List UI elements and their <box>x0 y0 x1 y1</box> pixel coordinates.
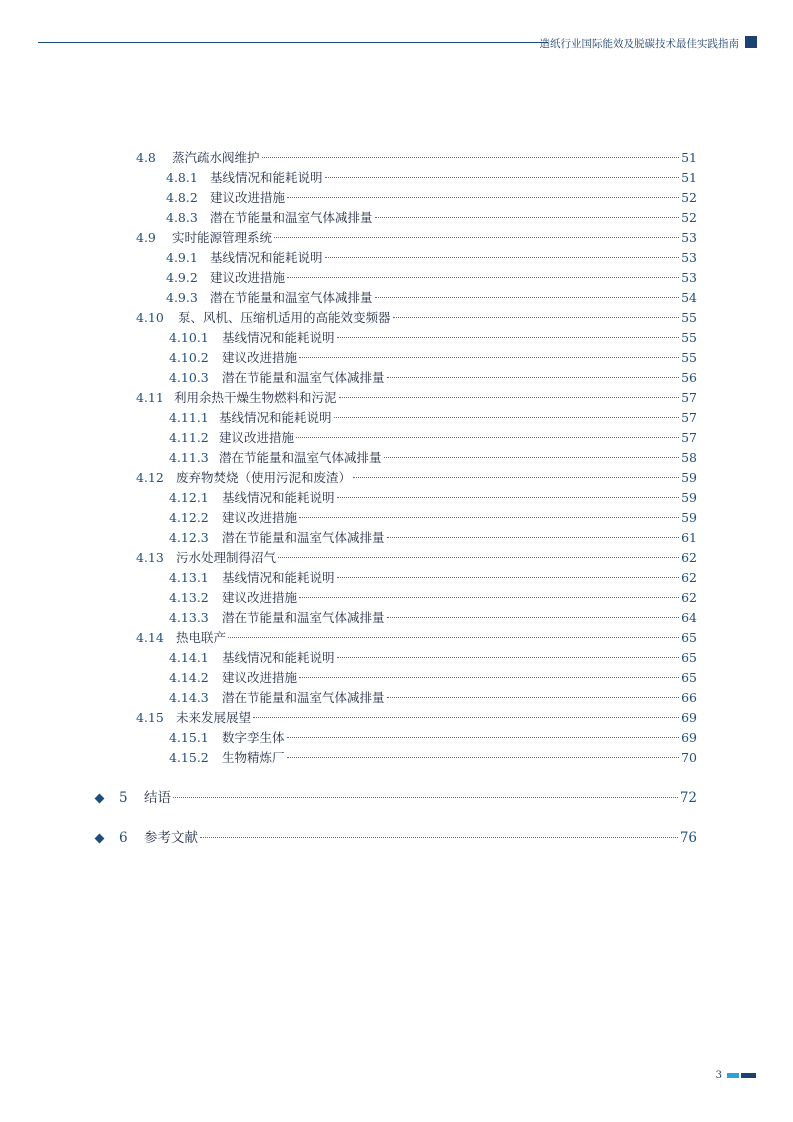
toc-leader <box>287 757 680 758</box>
toc-leader <box>287 277 679 278</box>
toc-leader <box>387 617 680 618</box>
toc-entry-page: 59 <box>681 510 697 525</box>
toc-entry-page: 70 <box>681 750 697 765</box>
header-title: 造纸行业国际能效及脱碳技术最佳实践指南 <box>539 38 739 50</box>
toc-entry-title: 蒸汽疏水阀维护 <box>172 150 260 165</box>
toc-entry-number: 4.13.3 <box>169 610 209 625</box>
toc-leader <box>393 317 680 318</box>
toc-entry-title: 利用余热干燥生物燃料和污泥 <box>174 390 337 405</box>
toc-entry-title: 潜在节能量和温室气体减排量 <box>219 450 382 465</box>
toc-leader <box>262 157 680 158</box>
toc-chapter-title: 结语 <box>144 790 171 806</box>
toc-entry-title: 建议改进措施 <box>219 430 295 445</box>
toc-entry-number: 4.12.2 <box>169 510 209 525</box>
toc-entry-title: 生物精炼厂 <box>222 750 285 765</box>
toc-entry-title: 潜在节能量和温室气体减排量 <box>222 530 385 545</box>
toc-leader <box>375 217 680 218</box>
toc-entry-title: 建议改进措施 <box>210 270 286 285</box>
toc-entry-title: 基线情况和能耗说明 <box>219 410 332 425</box>
toc-entry-page: 62 <box>681 550 697 565</box>
toc-entry-page: 61 <box>681 530 697 545</box>
footer-accent-bar <box>741 1073 756 1078</box>
toc-entry[interactable] <box>169 668 697 688</box>
toc-leader <box>200 837 678 838</box>
toc-entry[interactable] <box>169 348 697 368</box>
toc-entry-number: 4.9.1 <box>166 250 198 265</box>
diamond-bullet-icon <box>95 794 105 804</box>
toc-entry-title: 潜在节能量和温室气体减排量 <box>222 610 385 625</box>
toc-entry[interactable] <box>136 388 697 408</box>
footer-accent-bar <box>727 1073 739 1078</box>
toc-chapter[interactable] <box>119 828 697 848</box>
toc-entry-number: 4.15.2 <box>169 750 209 765</box>
toc-leader <box>299 597 679 598</box>
toc-leader <box>296 437 679 438</box>
toc-leader <box>253 717 679 718</box>
toc-entry-title: 污水处理制得沼气 <box>176 550 277 565</box>
toc-entry-number: 4.12.1 <box>169 490 209 505</box>
toc-entry-number: 4.12.3 <box>169 530 209 545</box>
toc-entry-number: 4.13 <box>136 550 164 565</box>
toc-entry-number: 4.12 <box>136 470 164 485</box>
toc-entry-title: 基线情况和能耗说明 <box>222 330 335 345</box>
header-square-icon <box>745 36 757 48</box>
toc-entry-page: 54 <box>681 290 697 305</box>
toc-entry[interactable] <box>136 308 697 328</box>
toc-entry-page: 69 <box>681 710 697 725</box>
diamond-bullet-icon <box>95 834 105 844</box>
toc-entry-title: 数字孪生体 <box>222 730 285 745</box>
toc-entry[interactable] <box>169 428 697 448</box>
toc-entry-number: 4.14.2 <box>169 670 209 685</box>
header-rule <box>38 42 548 43</box>
toc-entry-page: 51 <box>681 150 697 165</box>
toc-leader <box>228 637 679 638</box>
toc-entry-page: 65 <box>681 650 697 665</box>
toc-entry-number: 4.13.1 <box>169 570 209 585</box>
toc-entry-number: 4.9 <box>136 230 156 245</box>
toc-entry[interactable] <box>136 548 697 568</box>
toc-entry[interactable] <box>169 568 697 588</box>
toc-entry[interactable] <box>136 228 697 248</box>
toc-entry-page: 59 <box>681 470 697 485</box>
toc-entry-page: 58 <box>681 450 697 465</box>
toc-entry-page: 66 <box>681 690 697 705</box>
toc-leader <box>325 257 680 258</box>
toc-entry-page: 53 <box>681 270 697 285</box>
toc-leader <box>387 377 680 378</box>
toc-entry-title: 实时能源管理系统 <box>172 230 273 245</box>
toc-entry-title: 建议改进措施 <box>222 670 298 685</box>
toc-entry-page: 69 <box>681 730 697 745</box>
toc-leader <box>173 797 678 798</box>
toc-leader <box>299 357 679 358</box>
toc-leader <box>375 297 680 298</box>
toc-entry[interactable] <box>166 288 697 308</box>
toc-entry-number: 4.11.2 <box>169 430 209 445</box>
toc-entry[interactable] <box>169 508 697 528</box>
toc-entry-page: 52 <box>681 210 697 225</box>
toc-entry[interactable] <box>136 628 697 648</box>
toc-entry-number: 4.9.2 <box>166 270 198 285</box>
toc-entry-title: 基线情况和能耗说明 <box>222 650 335 665</box>
toc-leader <box>287 197 679 198</box>
toc-entry[interactable] <box>166 188 697 208</box>
toc-leader <box>339 397 680 398</box>
toc-entry[interactable] <box>169 748 697 768</box>
toc-entry[interactable] <box>169 688 697 708</box>
toc-entry-page: 64 <box>681 610 697 625</box>
toc-entry[interactable] <box>169 328 697 348</box>
toc-entry-page: 62 <box>681 590 697 605</box>
toc-entry-title: 基线情况和能耗说明 <box>210 250 323 265</box>
toc-entry-number: 4.9.3 <box>166 290 198 305</box>
toc-entry[interactable] <box>169 408 697 428</box>
toc-leader <box>353 477 679 478</box>
toc-entry-number: 4.15.1 <box>169 730 209 745</box>
toc-entry[interactable] <box>166 208 697 228</box>
toc-entry-title: 潜在节能量和温室气体减排量 <box>210 210 373 225</box>
toc-entry[interactable] <box>169 528 697 548</box>
toc-entry-number: 4.11.3 <box>169 450 209 465</box>
toc-entry-number: 4.11.1 <box>169 410 209 425</box>
toc-leader <box>278 557 679 558</box>
toc-entry-title: 基线情况和能耗说明 <box>222 490 335 505</box>
toc-entry[interactable] <box>169 728 697 748</box>
toc-entry[interactable] <box>169 368 697 388</box>
toc-entry-page: 55 <box>681 350 697 365</box>
toc-entry-page: 51 <box>681 170 697 185</box>
toc-entry-number: 4.14.3 <box>169 690 209 705</box>
toc-leader <box>299 677 679 678</box>
toc-entry[interactable] <box>166 248 697 268</box>
toc-entry-number: 4.8.2 <box>166 190 198 205</box>
toc-leader <box>325 177 680 178</box>
toc-leader <box>274 237 679 238</box>
toc-entry-page: 62 <box>681 570 697 585</box>
toc-leader <box>337 337 680 338</box>
toc-entry[interactable] <box>169 608 697 628</box>
toc-entry-title: 潜在节能量和温室气体减排量 <box>222 370 385 385</box>
toc-entry-number: 4.13.2 <box>169 590 209 605</box>
toc-leader <box>337 497 680 498</box>
toc-leader <box>384 457 680 458</box>
toc-entry-number: 4.14.1 <box>169 650 209 665</box>
toc-chapter-page: 72 <box>679 790 697 806</box>
toc-leader <box>287 737 680 738</box>
toc-entry[interactable] <box>169 588 697 608</box>
toc-entry-title: 建议改进措施 <box>222 590 298 605</box>
toc-leader <box>334 417 680 418</box>
toc-entry-number: 4.10 <box>136 310 164 325</box>
toc-entry-page: 53 <box>681 250 697 265</box>
toc-entry-title: 潜在节能量和温室气体减排量 <box>210 290 373 305</box>
toc-entry-title: 泵、风机、压缩机适用的高能效变频器 <box>178 310 391 325</box>
page-number: 3 <box>715 1070 722 1081</box>
toc-chapter-title: 参考文献 <box>144 830 198 846</box>
toc-entry-title: 建议改进措施 <box>210 190 286 205</box>
toc-entry-title: 热电联产 <box>176 630 227 645</box>
toc-entry-page: 55 <box>681 330 697 345</box>
toc-entry-title: 基线情况和能耗说明 <box>222 570 335 585</box>
toc-entry-page: 55 <box>681 310 697 325</box>
toc-chapter-number: 5 <box>119 790 128 806</box>
toc-entry-page: 57 <box>681 410 697 425</box>
toc-entry-page: 65 <box>681 630 697 645</box>
toc-entry[interactable] <box>136 468 697 488</box>
toc-entry-page: 57 <box>681 430 697 445</box>
toc-leader <box>337 657 680 658</box>
toc-entry-page: 53 <box>681 230 697 245</box>
toc-entry-title: 潜在节能量和温室气体减排量 <box>222 690 385 705</box>
toc-entry[interactable] <box>136 148 697 168</box>
toc-entry-number: 4.10.2 <box>169 350 209 365</box>
toc-entry[interactable] <box>166 168 697 188</box>
toc-entry-number: 4.10.3 <box>169 370 209 385</box>
toc-entry-number: 4.11 <box>136 390 164 405</box>
toc-leader <box>387 697 680 698</box>
toc-entry-number: 4.10.1 <box>169 330 209 345</box>
toc-entry[interactable] <box>136 708 697 728</box>
toc-entry-page: 52 <box>681 190 697 205</box>
toc-entry-title: 未来发展展望 <box>176 710 252 725</box>
toc-entry-page: 56 <box>681 370 697 385</box>
toc-entry-title: 基线情况和能耗说明 <box>210 170 323 185</box>
toc-leader <box>337 577 680 578</box>
toc-entry-title: 建议改进措施 <box>222 510 298 525</box>
toc-chapter-number: 6 <box>119 830 128 846</box>
toc-chapter[interactable] <box>119 788 697 808</box>
toc-entry-number: 4.15 <box>136 710 164 725</box>
toc-entry-page: 59 <box>681 490 697 505</box>
toc-leader <box>387 537 680 538</box>
toc-entry-number: 4.8.3 <box>166 210 198 225</box>
toc-entry-number: 4.8 <box>136 150 156 165</box>
toc-entry[interactable] <box>166 268 697 288</box>
toc-leader <box>299 517 679 518</box>
toc-entry-number: 4.8.1 <box>166 170 198 185</box>
toc-entry-page: 57 <box>681 390 697 405</box>
toc-entry[interactable] <box>169 448 697 468</box>
toc-entry-page: 65 <box>681 670 697 685</box>
toc-entry-title: 废弃物焚烧（使用污泥和废渣） <box>176 470 352 485</box>
toc-entry[interactable] <box>169 488 697 508</box>
toc-entry-title: 建议改进措施 <box>222 350 298 365</box>
toc-entry-number: 4.14 <box>136 630 164 645</box>
toc-chapter-page: 76 <box>679 830 697 846</box>
toc-entry[interactable] <box>169 648 697 668</box>
